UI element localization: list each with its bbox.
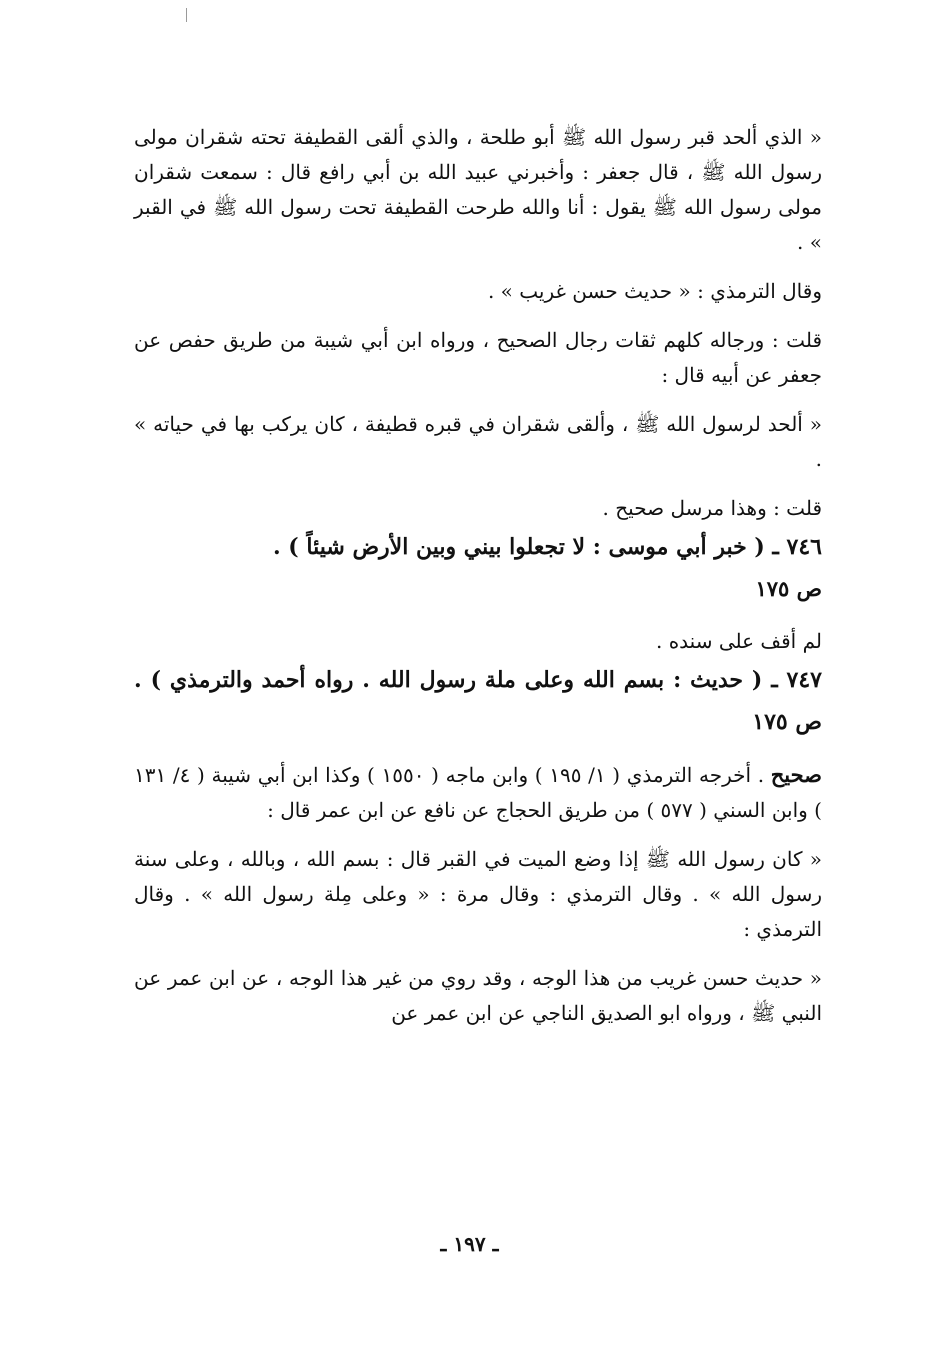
paragraph-mursal-grade: قلت : وهذا مرسل صحيح . [602,496,822,520]
paragraph-takhrij [134,757,822,828]
hadith-746-title: ٧٤٦ ـ ( خبر أبي موسى : لا تجعلوا بيني وبين الأرض شيئاً ) . [272,534,822,560]
paragraph-no-chain: لم أقف على سنده . [655,629,822,653]
page-body [134,120,822,1031]
paragraph-burial-narration: « الذي ألحد قبر رسول الله ﷺ أبو طلحة ، والذي ألقى القطيفة تحته شقران مولى رسول الله ﷺ ، قال جعفر : وأخبرني عبيد الله بن أبي رافع قال : سمعت شقران مولى رسول الله ﷺ يقول : أنا والله طرحت القطيفة تحت رسول الله ﷺ في القبر » . [134,125,823,254]
paragraph-mursal-text: « ألحد لرسول الله ﷺ ، وألقى شقران في قبره قطيفة ، كان يركب بها في حياته » . [134,412,822,471]
paragraph-burial-dua: « كان رسول الله ﷺ إذا وضع الميت في القبر قال : بسم الله ، وبالله ، وعلى سنة رسول الله » . وقال الترمذي : وقال مرة : « وعلى مِلة رسول الله » . وقال الترمذي : [134,847,822,941]
takhrij-text: . أخرجه الترمذي ( ١/ ١٩٥ ) وابن ماجه ( ١٥٥٠ ) وكذا ابن أبي شيبة ( ٤/ ١٣١ ) وابن السني ( ٥٧٧ ) من طريق الحجاج عن نافع عن ابن عمر قال : [134,763,822,822]
page-number: ـ ١٩٧ ـ [440,1232,499,1256]
hadith-746-page-ref: ص ١٧٥ [755,576,822,601]
hadith-746-heading [134,526,822,610]
paragraph-narrators-note: قلت : ورجاله كلهم ثقات رجال الصحيح ، ورواه ابن أبي شيبة من طريق حفص عن جعفر عن أبيه قال : [134,328,822,387]
paragraph-tirmidhi-verdict: وقال الترمذي : « حديث حسن غريب » . [487,279,822,303]
grade-label: صحيح [770,762,822,787]
page-mark [186,8,187,22]
hadith-747-heading: ٧٤٧ ـ ( حديث : بسم الله وعلى ملة رسول الله . رواه أحمد والترمذي ) . ص ١٧٥ [134,667,822,735]
paragraph-tirmidhi-comment: « حديث حسن غريب من هذا الوجه ، وقد روي من غير هذا الوجه ، عن ابن عمر عن النبي ﷺ ، ورواه ابو الصديق الناجي عن ابن عمر عن [134,966,822,1025]
